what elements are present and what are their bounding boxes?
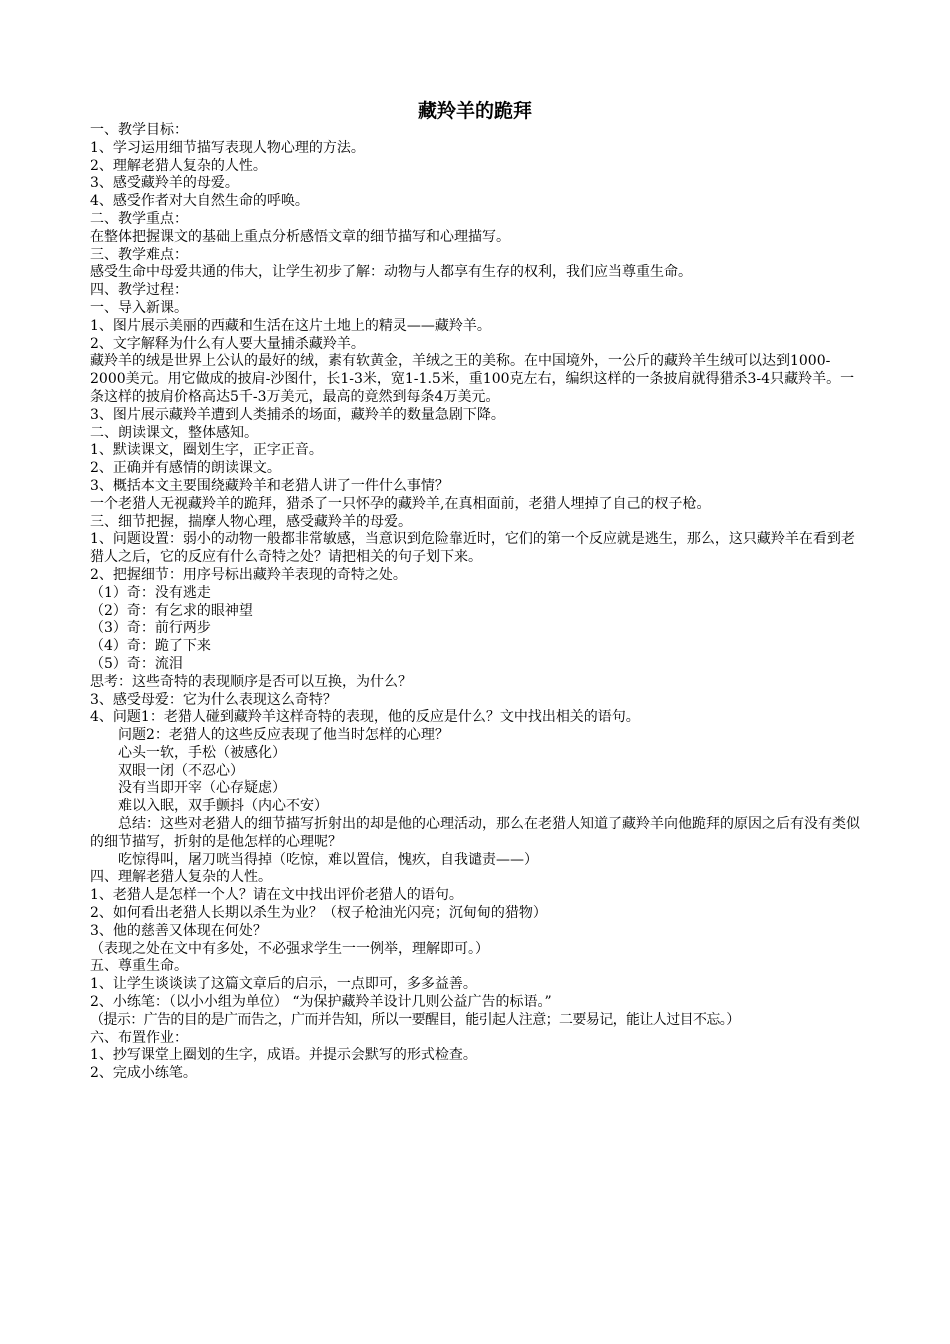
oddity-item-5: （5）奇：流泪 xyxy=(90,655,183,672)
section-heading-process: 四、教学过程： xyxy=(90,282,188,299)
reading-answer: 一个老猎人无视藏羚羊的跪拜，猎杀了一只怀孕的藏羚羊,在真相面前，老猎人埋掉了自己的杈子枪。 xyxy=(90,495,711,512)
step-heading-intro: 一、导入新课。 xyxy=(90,299,188,316)
section-heading-focus: 二、教学重点： xyxy=(90,210,188,227)
intro-item-2: 2、文字解释为什么有人要大量捕杀藏羚羊。 xyxy=(90,335,365,352)
question-2: 问题2：老猎人的这些反应表现了他当时怎样的心理？ xyxy=(118,727,449,744)
character-note: （表现之处在文中有多处，不必强求学生一一例举，理解即可。） xyxy=(90,940,489,957)
goal-item-4: 4、感受作者对大自然生命的呼唤。 xyxy=(90,193,309,210)
character-item-1: 1、老猎人是怎样一个人？请在文中找出评价老猎人的语句。 xyxy=(90,887,463,904)
intro-item-1: 1、图片展示美丽的西藏和生活在这片土地上的精灵——藏羚羊。 xyxy=(90,317,491,334)
intro-item-3: 3、图片展示藏羚羊遭到人类捕杀的场面，藏羚羊的数量急剧下降。 xyxy=(90,406,505,423)
think-question: 思考：这些奇特的表现顺序是否可以互换，为什么？ xyxy=(90,673,412,690)
character-item-3: 3、他的慈善又体现在何处？ xyxy=(90,922,267,939)
reading-item-1: 1、默读课文，圈划生字，正字正音。 xyxy=(90,442,323,459)
step-heading-reading: 二、朗读课文，整体感知。 xyxy=(90,424,258,441)
respect-item-1: 1、让学生谈谈读了这篇文章后的启示，一点即可，多多益善。 xyxy=(90,976,477,993)
document-title: 藏羚羊的跪拜 xyxy=(417,100,532,122)
document-body xyxy=(90,122,865,1083)
respect-item-2: 2、小练笔：（以小小组为单位） “为保护藏羚羊设计几则公益广告的标语。” xyxy=(90,994,552,1011)
homework-item-1: 1、抄写课堂上圈划的生字，成语。并提示会默写的形式检查。 xyxy=(90,1047,477,1064)
reaction-1: 心头一软，手松（被感化） xyxy=(118,744,286,761)
oddity-item-1: （1）奇：没有逃走 xyxy=(90,584,211,601)
homework-item-2: 2、完成小练笔。 xyxy=(90,1065,197,1082)
details-item-1: 1、问题设置：弱小的动物一般都非常敏感，当意识到危险靠近时，它们的第一个反应就是逃生，那么，这只藏羚羊在看到老猎人之后，它的反应有什么奇特之处？请把相关的句子划下来。 xyxy=(90,531,855,566)
reading-item-3: 3、概括本文主要围绕藏羚羊和老猎人讲了一件什么事情？ xyxy=(90,477,449,494)
character-item-2: 2、如何看出老猎人长期以杀生为业？（杈子枪油光闪亮；沉甸甸的猎物） xyxy=(90,905,547,922)
reaction-4: 难以入眠，双手颤抖（内心不安） xyxy=(118,798,328,815)
section-heading-difficulty: 三、教学难点： xyxy=(90,246,188,263)
difficulty-text: 感受生命中母爱共通的伟大，让学生初步了解：动物与人都享有生存的权利，我们应当尊重生命。 xyxy=(90,264,692,281)
reading-item-2: 2、正确并有感情的朗读课文。 xyxy=(90,460,281,477)
goal-item-2: 2、理解老猎人复杂的人性。 xyxy=(90,157,267,174)
reaction-3: 没有当即开宰（心存疑虑） xyxy=(118,780,286,797)
section-heading-goals: 一、教学目标： xyxy=(90,122,188,138)
step-heading-details: 三、细节把握，揣摩人物心理，感受藏羚羊的母爱。 xyxy=(90,513,412,530)
details-item-3: 3、感受母爱：它为什么表现这么奇特？ xyxy=(90,691,337,708)
step-heading-respect: 五、尊重生命。 xyxy=(90,958,188,975)
step-heading-homework: 六、布置作业： xyxy=(90,1029,188,1046)
reaction-5: 吃惊得叫，屠刀咣当得掉（吃惊，难以置信，愧疚，自我谴责——） xyxy=(118,851,538,868)
step-heading-character: 四、理解老猎人复杂的人性。 xyxy=(90,869,272,886)
focus-text: 在整体把握课文的基础上重点分析感悟文章的细节描写和心理描写。 xyxy=(90,228,510,245)
summary-text: 总结：这些对老猎人的细节描写折射出的却是他的心理活动，那么在老猎人知道了藏羚羊向他跪拜的原因之后有没有类似的细节描写，折射的是他怎样的心理呢？ xyxy=(90,816,860,850)
details-item-2: 2、把握细节：用序号标出藏羚羊表现的奇特之处。 xyxy=(90,566,407,583)
goal-item-1: 1、学习运用细节描写表现人物心理的方法。 xyxy=(90,139,365,156)
respect-hint: （提示：广告的目的是广而告之，广而并告知，所以一要醒目，能引起人注意；二要易记，能让人过目不忘。） xyxy=(90,1011,740,1028)
summary-paragraph xyxy=(90,816,865,852)
oddity-item-3: （3）奇：前行两步 xyxy=(90,620,211,637)
oddity-item-4: （4）奇：跪了下来 xyxy=(90,638,211,655)
oddity-item-2: （2）奇：有乞求的眼神望 xyxy=(90,602,253,619)
reaction-2: 双眼一闭（不忍心） xyxy=(118,762,244,779)
goal-item-3: 3、感受藏羚羊的母爱。 xyxy=(90,175,239,192)
details-item-4: 4、问题1：老猎人碰到藏羚羊这样奇特的表现，他的反应是什么？文中找出相关的语句。 xyxy=(90,709,640,726)
intro-paragraph: 藏羚羊的绒是世界上公认的最好的绒，素有软黄金，羊绒之王的美称。在中国境外，一公斤的藏羚羊生绒可以达到1000-2000美元。用它做成的披肩-沙图什，长1-3米，宽1-1.5米，重100克左右，编织这样的一条披肩就得猎杀3-4只藏羚羊。一条这样的披肩价格高达5千-3万美元，最高的竟然到每条4万美元。 xyxy=(90,353,855,405)
